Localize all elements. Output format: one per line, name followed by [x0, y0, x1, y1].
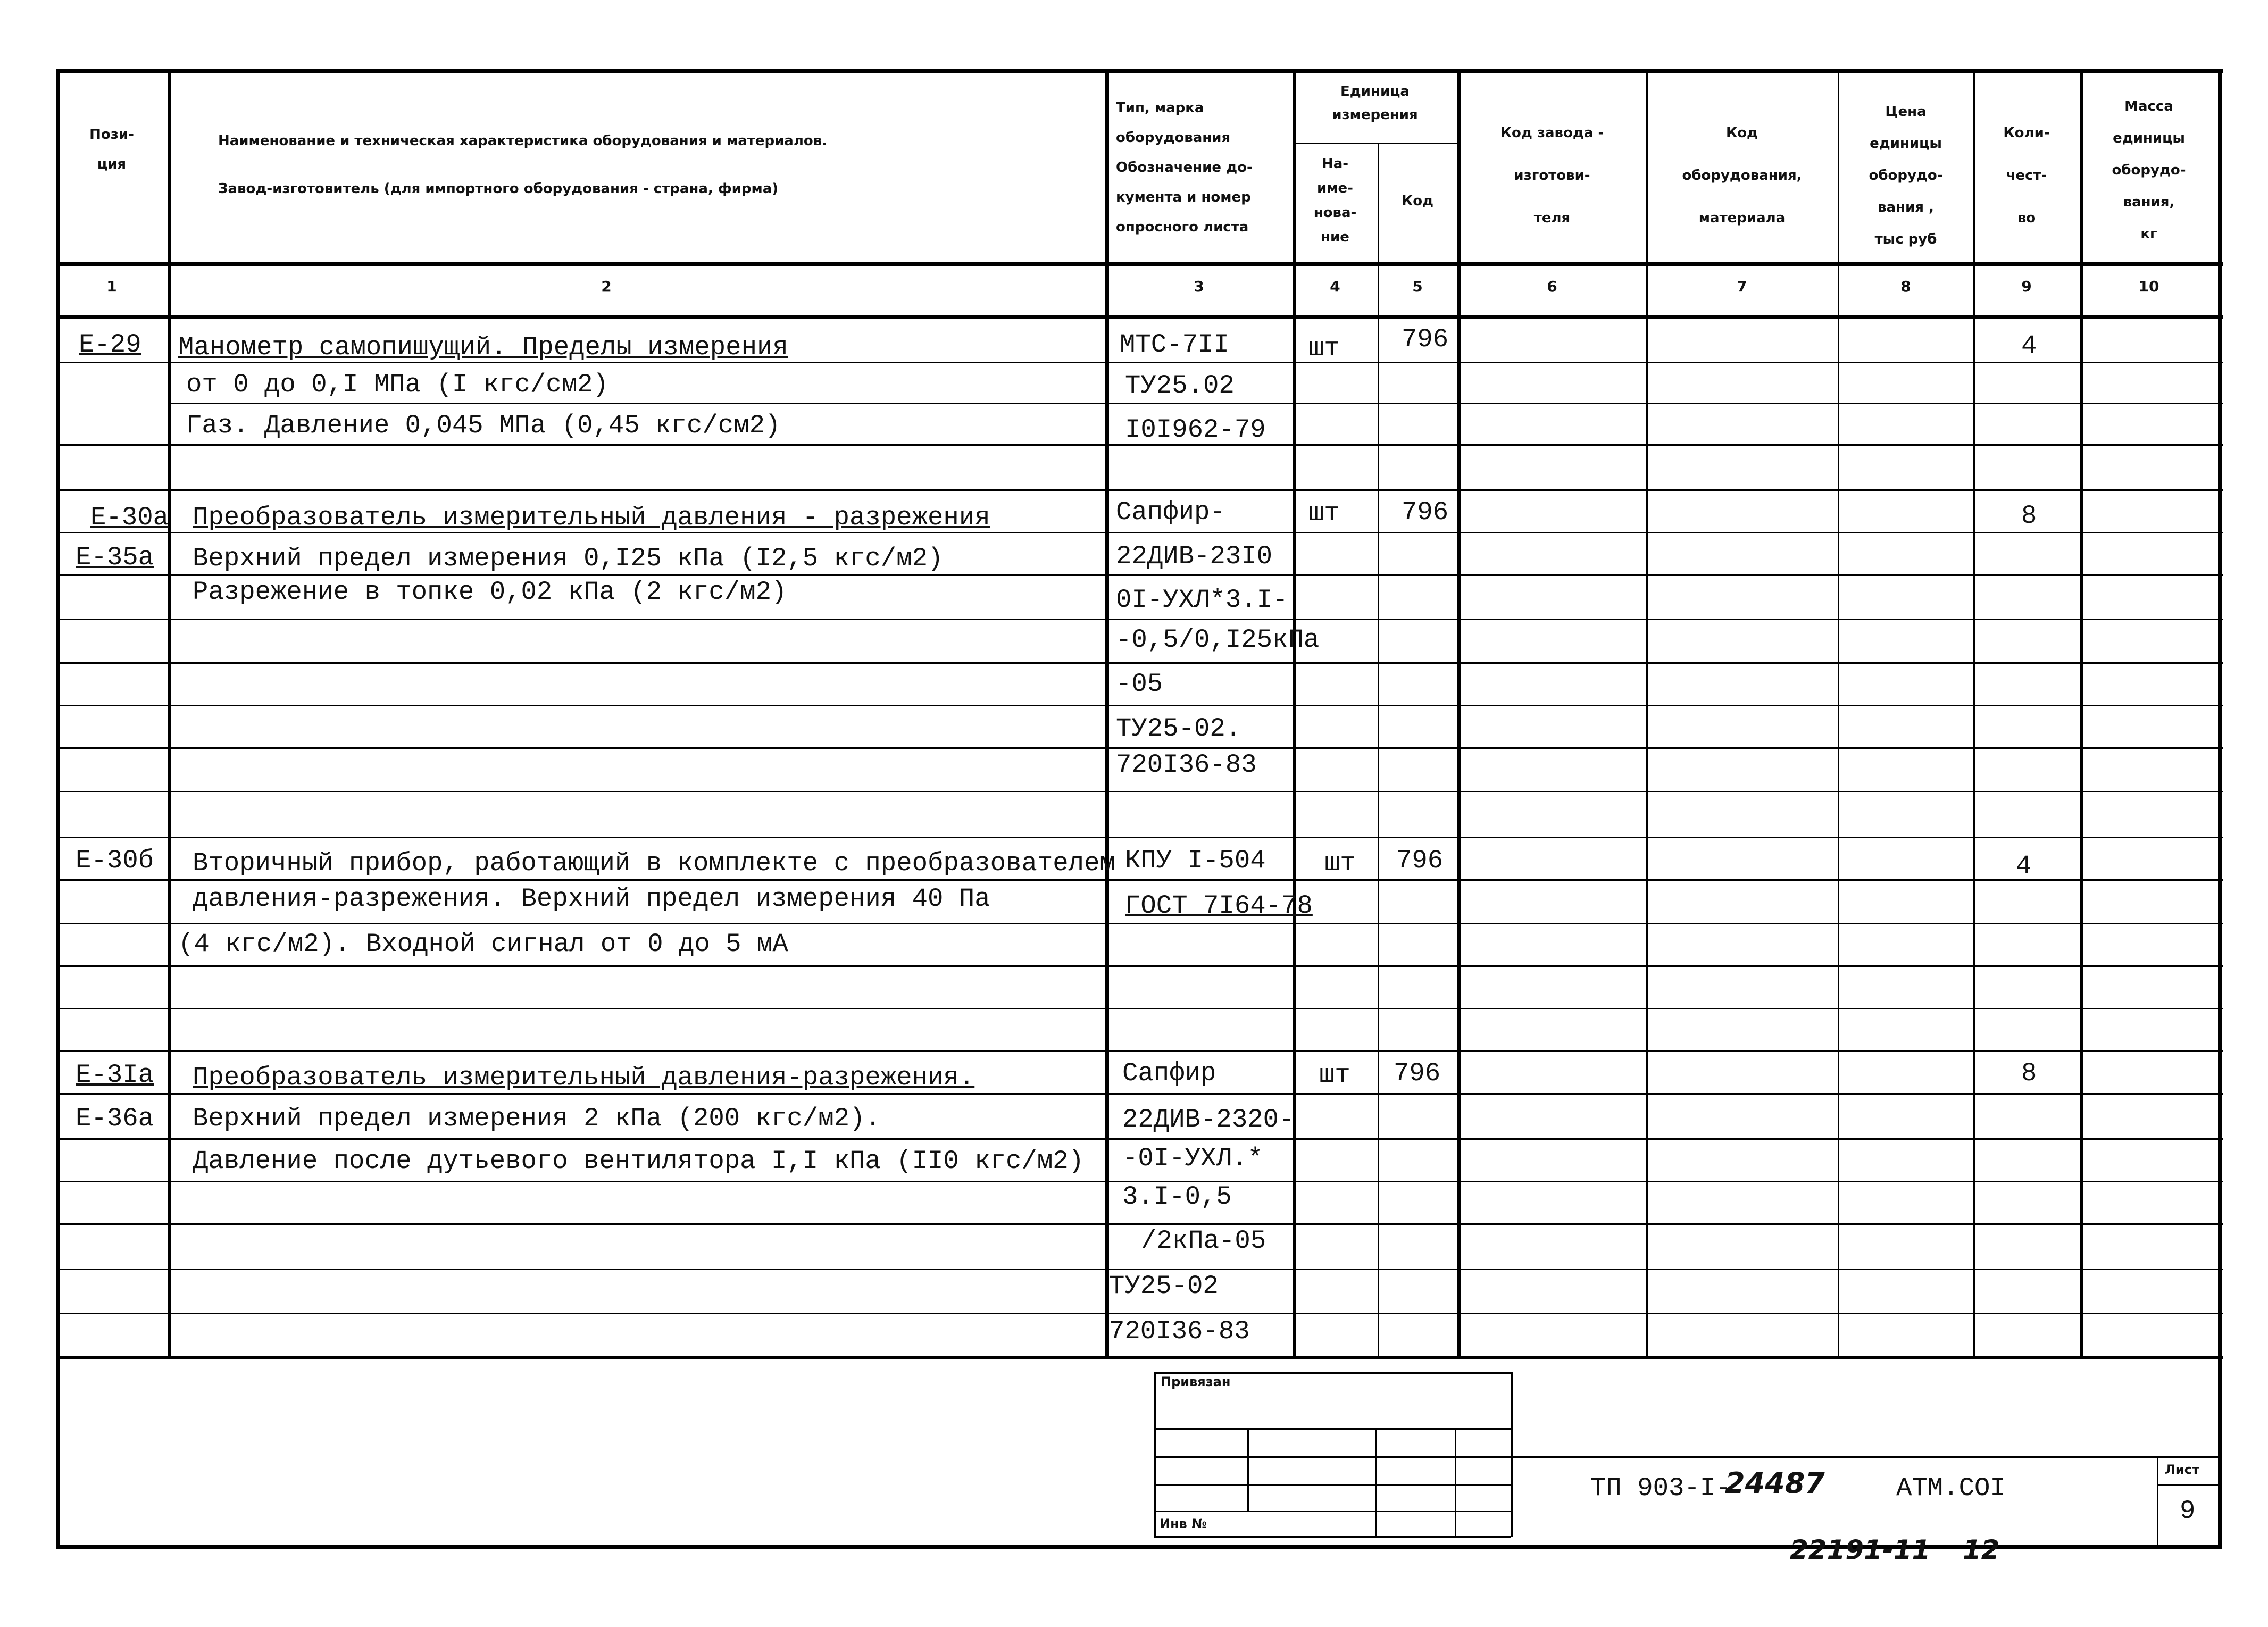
- unit-code: 796: [1396, 846, 1444, 875]
- header-line: Единица: [1340, 84, 1410, 99]
- type-mark-line: 0I-УХЛ*3.I-: [1116, 585, 1288, 615]
- header-line: ция: [97, 156, 127, 172]
- row-separator: [56, 1313, 2223, 1314]
- header-unit-price: [1869, 96, 1942, 255]
- doc-number-prefix: ТП 903-I-: [1590, 1473, 1731, 1503]
- header-unit-name: [1314, 152, 1357, 249]
- bottom-handwritten-number: 22191-11: [1790, 1534, 1931, 1565]
- row-separator: [56, 879, 2223, 881]
- header-name: [218, 117, 827, 213]
- column-number: 1: [106, 278, 117, 295]
- column-number: 9: [2021, 278, 2032, 295]
- row-separator: [56, 791, 2223, 792]
- row-separator: [56, 1008, 2223, 1009]
- unit-code: 796: [1394, 1058, 1441, 1088]
- header-position: [89, 120, 134, 179]
- column-number: 4: [1330, 278, 1340, 295]
- row-separator: [56, 1138, 2223, 1140]
- header-line: Тип, марка: [1116, 100, 1204, 116]
- header-line: Код: [1725, 125, 1758, 141]
- type-mark-line: МТС-7II: [1120, 330, 1229, 360]
- type-mark-line: Сапфир: [1122, 1058, 1216, 1088]
- table-bottom-border: [56, 1356, 2223, 1359]
- item-name-line: Преобразователь измерительный давления-разрежения.: [193, 1063, 975, 1092]
- doc-designation: АТМ.СОI: [1896, 1473, 2006, 1503]
- quantity: 4: [2021, 331, 2037, 361]
- unit-code: 796: [1402, 497, 1449, 527]
- type-mark-line: -05: [1116, 669, 1163, 699]
- type-mark-line: ТУ25.02: [1125, 371, 1235, 401]
- type-mark-line: I0I962-79: [1125, 415, 1266, 445]
- header-line: Завод-изготовитель (для импортного оборудования - страна, фирма): [218, 181, 779, 197]
- table-top-border: [56, 69, 2223, 73]
- position-code: Е-3Iа: [76, 1060, 154, 1090]
- item-name-line: Верхний предел измерения 0,I25 кПа (I2,5 кгс/м2): [193, 544, 944, 573]
- row-separator: [56, 1269, 2223, 1270]
- type-mark-line: КПУ I-504: [1125, 846, 1266, 875]
- stamp-line: [1154, 1536, 1511, 1538]
- col-border: [1378, 143, 1379, 1358]
- unit-name: шт: [1308, 333, 1340, 363]
- header-line: измерения: [1332, 107, 1418, 123]
- item-name-line: Преобразователь измерительный давления - разрежения: [193, 503, 990, 532]
- header-line: единицы: [1870, 136, 1942, 152]
- column-numbers-bottom-border: [56, 315, 2223, 319]
- sheet-number: 9: [2180, 1496, 2196, 1526]
- header-line: вания ,: [1878, 199, 1934, 215]
- column-number: 2: [601, 278, 612, 295]
- col-border: [1105, 69, 1109, 1358]
- unit-group-divider: [1293, 143, 1457, 144]
- position-code: Е-36а: [76, 1104, 154, 1133]
- header-line: изготови-: [1514, 168, 1590, 183]
- stamp-privyazan: Привязан: [1161, 1374, 1231, 1389]
- sheet-label: Лист: [2165, 1462, 2199, 1477]
- column-number: 5: [1412, 278, 1423, 295]
- col-border: [1973, 69, 1975, 1358]
- stamp-line: [2157, 1484, 2218, 1486]
- column-number: 8: [1900, 278, 1911, 295]
- stamp-line: [1154, 1456, 1511, 1458]
- header-quantity: [2003, 112, 2049, 239]
- row-separator: [56, 837, 2223, 838]
- header-manufacturer-code: [1500, 112, 1604, 239]
- row-separator: [56, 574, 2223, 576]
- position-code: Е-29: [79, 330, 141, 360]
- header-line: оборудования,: [1682, 168, 1802, 183]
- type-mark-line: ТУ25-02.: [1116, 714, 1241, 744]
- row-separator: [56, 705, 2223, 706]
- position-code: Е-30а: [90, 503, 169, 532]
- type-mark-line: ТУ25-02: [1109, 1271, 1219, 1301]
- type-mark-line: /2кПа-05: [1141, 1226, 1266, 1256]
- position-code: Е-35а: [76, 543, 154, 572]
- unit-name: шт: [1324, 848, 1356, 878]
- col-border: [2218, 69, 2222, 1548]
- type-mark-line: 22ДИВ-23I0: [1116, 541, 1273, 571]
- column-number: 7: [1737, 278, 1747, 295]
- header-line: кумента и номер: [1116, 189, 1251, 205]
- row-separator: [56, 1093, 2223, 1095]
- header-line: Наименование и техническая характеристика оборудования и материалов.: [218, 133, 828, 149]
- stamp-line: [2157, 1456, 2158, 1547]
- type-mark-line: 720I36-83: [1109, 1316, 1250, 1346]
- item-name-line: (4 кгс/м2). Входной сигнал от 0 до 5 мА: [178, 929, 788, 959]
- row-separator: [56, 1050, 2223, 1052]
- header-line: На-: [1321, 156, 1349, 172]
- col-border: [1457, 69, 1461, 1358]
- header-line: Обозначение до-: [1116, 160, 1253, 176]
- header-line: Код: [1401, 193, 1434, 209]
- header-unit-group: [1332, 80, 1418, 127]
- type-mark-line: 3.I-0,5: [1122, 1182, 1232, 1212]
- bottom-handwritten-number-2: 12: [1963, 1534, 2000, 1565]
- header-line: Коли-: [2003, 125, 2050, 141]
- header-unit-mass: [2112, 90, 2186, 250]
- type-mark-line: -0,5/0,I25кПа: [1116, 625, 1320, 655]
- item-name-line: Разрежение в топке 0,02 кПа (2 кгс/м2): [193, 577, 787, 607]
- type-mark-line: Сапфир-: [1116, 497, 1225, 527]
- header-line: оборудо-: [2112, 162, 2186, 178]
- stamp-line: [1455, 1428, 1456, 1537]
- doc-number-handwritten: 24487: [1725, 1466, 1825, 1500]
- header-line: име-: [1317, 180, 1353, 196]
- row-separator: [56, 489, 2223, 491]
- header-line: чест-: [2006, 168, 2047, 183]
- row-separator: [56, 923, 2223, 924]
- stamp-inv-number: Инв №: [1160, 1516, 1207, 1531]
- col-border: [1646, 69, 1648, 1358]
- item-name-line: Верхний предел измерения 2 кПа (200 кгс/м2).: [193, 1104, 881, 1133]
- header-line: вания,: [2123, 194, 2175, 210]
- item-name-line: Манометр самопишущий. Пределы измерения: [178, 332, 788, 362]
- column-number: 10: [2138, 278, 2159, 295]
- col-border: [1293, 69, 1296, 1358]
- row-separator: [56, 965, 2223, 967]
- unit-code: 796: [1402, 324, 1449, 354]
- header-line: теля: [1533, 210, 1571, 226]
- item-name-line: Газ. Давление 0,045 МПа (0,45 кгс/см2): [186, 411, 781, 440]
- col-border: [56, 69, 60, 1548]
- item-name-line: от 0 до 0,I МПа (I кгс/см2): [186, 370, 608, 399]
- header-line: материала: [1698, 210, 1786, 226]
- type-mark-line: -0I-УХЛ.*: [1122, 1144, 1263, 1173]
- header-type: [1116, 93, 1253, 242]
- header-unit-code: [1402, 186, 1433, 216]
- header-line: Масса: [2124, 98, 2173, 114]
- unit-name: шт: [1308, 498, 1340, 528]
- col-border: [168, 69, 171, 1358]
- header-line: кг: [2140, 226, 2157, 242]
- quantity: 8: [2021, 1058, 2037, 1088]
- type-mark-line: 720I36-83: [1116, 750, 1257, 780]
- type-mark-line: ГОСТ 7I64-78: [1125, 891, 1313, 921]
- row-separator: [56, 747, 2223, 749]
- header-line: Код завода -: [1500, 125, 1604, 141]
- header-line: ние: [1321, 229, 1349, 245]
- col-border: [1838, 69, 1839, 1358]
- row-separator: [168, 403, 2223, 404]
- header-line: во: [2017, 210, 2036, 226]
- quantity: 4: [2016, 851, 2032, 881]
- row-separator: [56, 619, 2223, 620]
- stamp-line: [1154, 1428, 1511, 1430]
- unit-name: шт: [1319, 1060, 1350, 1090]
- position-code: Е-30б: [76, 846, 154, 875]
- header-line: оборудо-: [1869, 168, 1943, 183]
- stamp-line: [1511, 1456, 2219, 1458]
- header-line: единицы: [2113, 130, 2185, 146]
- header-line: тыс руб: [1874, 231, 1937, 247]
- header-line: Цена: [1885, 104, 1927, 120]
- quantity: 8: [2021, 501, 2037, 531]
- header-line: Пози-: [89, 127, 134, 143]
- item-name-line: Давление после дутьевого вентилятора I,I кПа (II0 кгс/м2): [193, 1146, 1085, 1176]
- column-number: 3: [1194, 278, 1204, 295]
- type-mark-line: 22ДИВ-2320-: [1122, 1105, 1295, 1134]
- stamp-line: [1154, 1484, 1511, 1486]
- stamp-line: [1511, 1372, 1513, 1537]
- header-line: оборудования: [1116, 130, 1231, 146]
- stamp-line: [1154, 1511, 1511, 1512]
- stamp-line: [1247, 1428, 1249, 1511]
- item-name-line: давления-разрежения. Верхний предел измерения 40 Па: [193, 884, 990, 914]
- col-border: [2080, 69, 2083, 1358]
- header-line: нова-: [1313, 205, 1357, 221]
- column-number: 6: [1547, 278, 1557, 295]
- stamp-line: [1154, 1372, 1156, 1537]
- header-line: опросного листа: [1116, 219, 1249, 235]
- stamp-line: [1375, 1428, 1377, 1537]
- row-separator: [56, 662, 2223, 664]
- header-equipment-code: [1682, 112, 1802, 239]
- item-name-line: Вторичный прибор, работающий в комплекте с преобразователем: [193, 848, 1115, 878]
- header-bottom-border: [56, 262, 2223, 266]
- row-separator: [56, 1223, 2223, 1225]
